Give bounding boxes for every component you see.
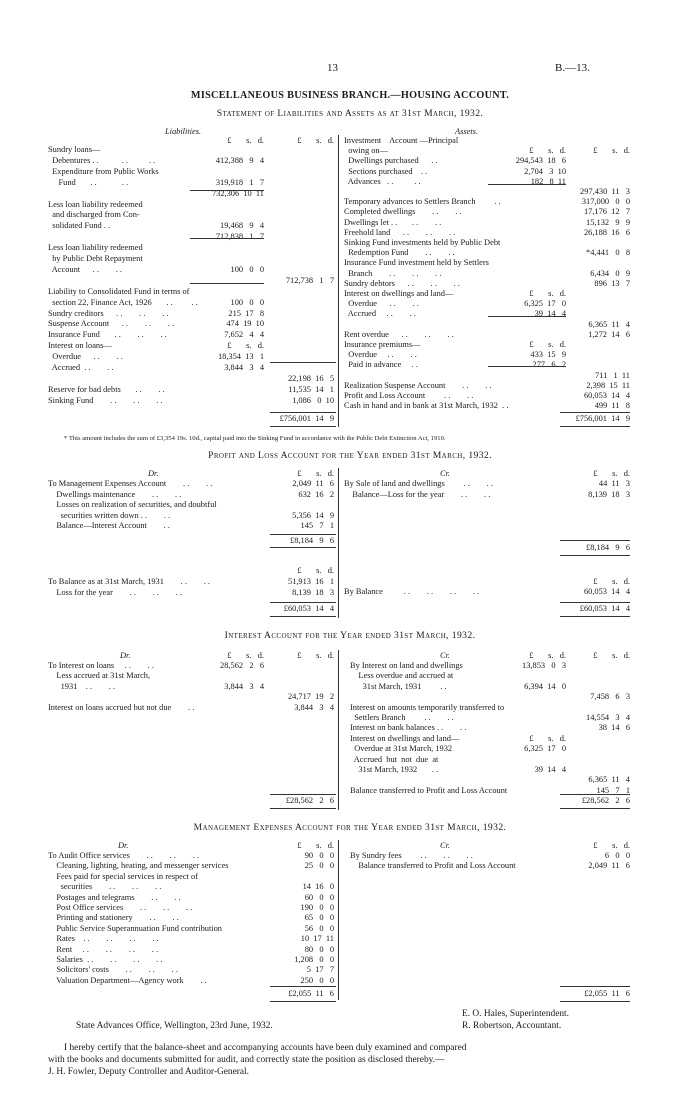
me-rule-4 [560, 1001, 630, 1002]
page-title: MISCELLANEOUS BUSINESS BRANCH.—HOUSING ACCOUNT. [190, 90, 510, 101]
subtotal-rule [488, 184, 566, 185]
entry-label: Overdue . . . . [344, 300, 419, 309]
entry-label: Accrued . . . . [48, 364, 114, 372]
pl-rule-6 [270, 616, 336, 617]
entry-label: Insurance Fund . . . . . . [48, 331, 167, 340]
entry-label: solidated Fund . . [48, 222, 111, 231]
entry-label: Liability to Consolidated Fund in terms of [48, 287, 190, 296]
liabilities-total: £756,001 14 9 [279, 414, 334, 423]
entry-amount: £ s. d. [529, 146, 566, 156]
entry-label: Losses on realization of securities, and doubtful [48, 501, 217, 509]
pl-rule-8 [560, 616, 630, 617]
entry-label: Sundry creditors . . . . . . [48, 309, 169, 318]
entry-amount: 433 15 9 [530, 350, 566, 360]
entry-label: Fees paid for special services in respect of [48, 872, 198, 881]
entry-label: By Balance . . . . . . . . [344, 588, 480, 596]
entry-amount: 6,325 17 0 [524, 299, 566, 309]
entry-label: Investment Account —Principal [344, 137, 459, 145]
entry-label: By Sale of land and dwellings . . . . [344, 480, 493, 488]
liab-total-rule [270, 412, 336, 413]
pl-divider [338, 468, 339, 618]
me-dr: Dr. [118, 841, 129, 850]
entry-total: 7,458 6 3 [590, 692, 630, 702]
entry-amount: 1,208 0 0 [294, 955, 334, 964]
entry-label: Sinking Fund investments held by Public Debt [344, 239, 501, 247]
entry-label: Debentures . . . . . . [48, 156, 156, 165]
entry-amount: 632 16 2 [298, 489, 334, 499]
entry-label: Realization Suspense Account . . . . [344, 381, 492, 390]
entry-amount: 474 19 10 [226, 319, 264, 329]
entry-amount: 14 16 0 [302, 882, 334, 892]
entry-amount: 19,468 9 4 [220, 221, 264, 231]
entry-total: 499 11 8 [594, 401, 630, 411]
entry-label: 1931 . . . . [48, 682, 115, 691]
entry-total: 2,398 15 11 [586, 380, 630, 390]
entry-amount: 2,704 3 10 [524, 166, 566, 176]
entry-label: To Balance as at 31st March, 1931 . . . . [48, 578, 210, 586]
entry-label: 31st March, 1931 . . [350, 682, 447, 691]
ia-dr: Dr. [120, 651, 131, 660]
entry-label: Fund . . . . [48, 178, 129, 187]
subtotal-rule [270, 362, 336, 363]
entry-label: securities written down . . . . [48, 511, 171, 520]
subtotal-rule [190, 190, 264, 191]
entry-label: Balance—Loss for the year . . . . [344, 490, 491, 499]
bs-divider [338, 135, 339, 427]
ia-left-total: £28,562 2 6 [285, 796, 334, 805]
ia-right-total: £28,562 2 6 [581, 796, 630, 805]
entry-amount: 732,306 10 11 [211, 188, 264, 198]
pl-col-head-2: £ s. d. [297, 566, 334, 575]
entry-amount: 6,325 17 0 [524, 744, 566, 754]
entry-total: *4,441 0 8 [586, 248, 630, 258]
me-divider [338, 840, 339, 1000]
entry-label: Accrued . . . . [344, 310, 416, 319]
entry-label: Account . . . . [48, 265, 122, 274]
pl-right-total: £8,184 9 6 [586, 543, 630, 552]
entry-label: Freehold land . . . . . . [344, 228, 456, 237]
entry-amount: 60,053 14 4 [583, 587, 630, 596]
entry-label: and discharged from Con- [48, 211, 140, 220]
entry-label: Rent overdue . . . . . . [344, 330, 454, 339]
entry-label: Accrued but not due at [350, 755, 439, 764]
assets-total-rule-2 [560, 426, 630, 427]
entry-total: 6,365 11 4 [588, 775, 630, 785]
me-left-total: £2,055 11 6 [288, 989, 334, 998]
entry-label: Overdue . . . . [344, 351, 417, 360]
entry-amount: 60 0 0 [304, 892, 334, 902]
entry-label: Interest on loans— [48, 342, 112, 351]
entry-amount: 80 0 0 [304, 944, 334, 954]
liab-col-head: £ s. d. [227, 136, 264, 145]
ia-col-head-2: £ s. d. [297, 651, 334, 660]
ia-cr: Cr. [440, 651, 451, 660]
subtotal-rule [488, 366, 566, 367]
entry-label: To Management Expenses Account . . . . [48, 480, 213, 488]
entry-label: Sinking Fund . . . . . . [48, 396, 163, 405]
liab-col-head-2: £ s. d. [297, 136, 334, 145]
entry-amount: 145 7 1 [300, 521, 334, 530]
entry-amount: 215 17 8 [228, 308, 264, 318]
entry-label: Reserve for bad debts . . . . [48, 385, 165, 394]
subtotal-rule [488, 316, 566, 317]
entry-total: 60,053 14 4 [583, 391, 630, 400]
entry-label: Printing and stationery . . . . [48, 914, 179, 923]
entry-label: Balance transferred to Profit and Loss Account [350, 786, 508, 795]
entry-label: Overdue . . . . [48, 353, 123, 362]
entry-label: by Public Debt Repayment [48, 255, 143, 263]
entry-label: By Sundry fees . . . . . . [350, 852, 473, 860]
me-col-head: £ s. d. [297, 841, 334, 850]
ia-col-head-3: £ s. d. [529, 651, 566, 660]
entry-label: Interest on amounts temporarily transferred to [350, 703, 505, 712]
pl-rule-2 [270, 547, 336, 548]
pl-cr: Cr. [440, 469, 451, 478]
entry-label: Insurance Fund investment held by Settlers [344, 259, 489, 268]
entry-amount: 294,543 18 6 [515, 156, 566, 166]
entry-label: Cash in hand and in bank at 31st March, 1932 . . [344, 402, 509, 411]
ia-rule-4 [560, 808, 630, 809]
entry-label: Post Office services . . . . . . [48, 904, 193, 912]
pl-col-head: £ s. d. [297, 469, 334, 478]
entry-amount: 100 0 0 [230, 264, 264, 274]
signature-accountant: R. Robertson, Accountant. [462, 1021, 562, 1031]
liabilities-heading: Liabilities. [165, 127, 202, 136]
entry-total: 317,000 0 0 [581, 197, 630, 207]
entry-total: 26,188 16 6 [583, 227, 630, 237]
entry-label: Insurance premiums— [344, 341, 421, 349]
document-reference: B.—13. [555, 62, 590, 74]
entry-label: Advances . . . . [344, 177, 421, 186]
entry-label: Dwellings maintenance . . . . [48, 490, 182, 499]
signature-superintendent: E. O. Hales, Superintendent. [462, 1009, 570, 1019]
entry-label: Paid in advance . . [344, 361, 418, 370]
assets-heading: Assets. [455, 127, 479, 136]
pl-col-head-r: £ s. d. [593, 469, 630, 478]
entry-amount: 39 14 4 [534, 765, 566, 774]
footnote: * This amount includes the sum of £3,354 19s. 10d., capital paid into the Sinking Fund in accordance with the Public Debt Extinction Act, 1910. [64, 435, 446, 442]
entry-total: 17,176 12 7 [583, 207, 630, 217]
entry-total: 712,738 1 7 [285, 275, 334, 285]
entry-label: Postages and telegrams . . . . [48, 893, 181, 902]
interest-account-title: Interest Account for the Year ended 31st March, 1932. [224, 630, 476, 641]
entry-amount: £ s. d. [529, 289, 566, 298]
entry-total: 6,434 0 9 [590, 268, 630, 278]
entry-label: Settlers Branch . . . . [350, 714, 454, 722]
entry-amount: 6 0 0 [604, 851, 630, 860]
entry-label: Dwellings let . . . . . . [344, 218, 442, 227]
entry-amount: 39 14 4 [534, 309, 566, 319]
certificate-line-3: J. H. Fowler, Deputy Controller and Auditor-General. [48, 1067, 249, 1077]
entry-label: Public Service Superannuation Fund contribution [48, 924, 222, 933]
entry-amount: 2,049 11 6 [588, 861, 630, 871]
entry-total: 6,365 11 4 [588, 319, 630, 329]
entry-amount: 3,844 3 4 [224, 363, 264, 372]
entry-total: 11,535 14 1 [288, 384, 334, 394]
entry-amount: 190 0 0 [300, 903, 334, 912]
entry-label: Less loan liability redeemed [48, 200, 143, 209]
entry-amount: 319,918 1 7 [215, 177, 264, 187]
entry-amount: £ s. d. [529, 733, 566, 743]
entry-label: Suspense Account . . . . . . [48, 320, 175, 329]
me-rule-2 [270, 1001, 336, 1002]
entry-total: 14,554 3 4 [586, 713, 630, 722]
entry-label: Interest on dwellings and land— [350, 734, 460, 743]
entry-total: 711 1 11 [595, 370, 630, 380]
entry-label: Sundry loans— [48, 146, 101, 154]
ia-col-head: £ s. d. [227, 651, 264, 660]
entry-total: £ s. d. [593, 146, 630, 156]
entry-total: 15,132 9 9 [586, 217, 630, 227]
entry-amount: 6,394 14 0 [524, 681, 566, 691]
ia-col-head-4: £ s. d. [593, 651, 630, 660]
entry-label: Balance—Interest Account . . [48, 522, 170, 530]
entry-amount: 5 17 7 [306, 965, 334, 975]
entry-amount: 182 8 11 [530, 176, 566, 186]
certificate-line-2: with the books and documents submitted for audit, and correctly state the position as disclosed thereby.— [48, 1055, 445, 1065]
entry-label: 31st March, 1932 . . [350, 766, 439, 774]
entry-label: Less overdue and accrued at [350, 672, 454, 681]
entry-total: 145 7 1 [596, 785, 630, 795]
entry-label: By Interest on land and dwellings [350, 662, 463, 670]
liab-total-rule-2 [270, 426, 336, 427]
entry-total: 1,272 14 6 [588, 329, 630, 339]
entry-total: 1,086 0 10 [292, 395, 334, 405]
entry-label: Interest on loans accrued but not due . . [48, 703, 195, 712]
entry-amount: 28,562 2 6 [220, 661, 264, 670]
entry-amount: 100 0 0 [230, 297, 264, 307]
entry-label: securities . . . . . . [48, 883, 162, 892]
me-rule-1 [270, 986, 336, 987]
entry-amount: 13,853 0 3 [522, 661, 566, 670]
entry-amount: 5,356 14 9 [292, 510, 334, 520]
entry-label: Profit and Loss Account . . . . [344, 392, 474, 400]
pl-rule-4 [560, 555, 630, 556]
entry-label: Salaries . . . . . . . . [48, 956, 163, 964]
me-right-total: £2,055 11 6 [584, 989, 630, 998]
entry-amount: 3,844 3 4 [224, 681, 264, 691]
entry-amount: 250 0 0 [300, 975, 334, 985]
entry-amount: 2,049 11 6 [292, 479, 334, 488]
entry-amount: 51,913 16 1 [287, 577, 334, 586]
me-rule-3 [560, 986, 630, 987]
entry-label: Cleaning, lighting, heating, and messenger services [48, 862, 229, 871]
pl-left2-total: £60,053 14 4 [283, 604, 334, 613]
entry-label: Rent . . . . . . . . [48, 945, 159, 954]
entry-amount: 8,139 18 3 [588, 489, 630, 499]
entry-total: 3,844 3 4 [294, 702, 334, 712]
entry-label: Redemption Fund . . . . [344, 249, 455, 258]
pl-right2-total: £60,053 14 4 [579, 604, 630, 613]
entry-label: Sections purchased . . [344, 167, 428, 176]
entry-total: 24,717 19 2 [287, 692, 334, 702]
entry-amount: 56 0 0 [304, 923, 334, 933]
pl-col-head-r2: £ s. d. [593, 577, 630, 586]
entry-label: section 22, Finance Act, 1926 . . . . [48, 298, 198, 307]
entry-label: Less loan liability redeemed [48, 244, 143, 253]
entry-label: Valuation Department—Agency work . . [48, 976, 207, 985]
entry-amount: 7,652 4 4 [224, 330, 264, 340]
entry-label: Expenditure from Public Works [48, 167, 159, 176]
pl-rule-1 [270, 534, 336, 535]
me-cr: Cr. [440, 841, 451, 850]
entry-label: Temporary advances to Settlers Branch . . [344, 198, 501, 207]
me-col-head-r: £ s. d. [593, 841, 630, 850]
entry-amount: 90 0 0 [304, 851, 334, 860]
entry-amount: 8,139 18 3 [292, 587, 334, 597]
entry-label: To Audit Office services . . . . . . [48, 852, 199, 860]
entry-label: To Interest on loans . . . . [48, 662, 154, 670]
entry-label: Balance transferred to Profit and Loss Account [350, 862, 516, 871]
entry-label: Rates . . . . . . . . [48, 935, 159, 944]
entry-amount: 25 0 0 [304, 861, 334, 871]
assets-total-rule [560, 412, 630, 413]
entry-total: 22,198 16 5 [287, 373, 334, 383]
entry-label: Interest on bank balances . . . . [350, 724, 467, 733]
subtotal-rule [190, 283, 264, 284]
page-number: 13 [327, 62, 338, 74]
entry-total: 896 13 7 [594, 278, 630, 288]
pl-dr: Dr. [148, 469, 159, 478]
entry-label: Completed dwellings . . . . [344, 208, 462, 217]
entry-amount: 412,388 9 4 [215, 155, 264, 165]
entry-amount: £ s. d. [529, 340, 566, 349]
profit-loss-title: Profit and Loss Account for the Year ended 31st March, 1932. [208, 450, 492, 461]
entry-total: 38 14 6 [598, 723, 630, 733]
entry-label: Loss for the year . . . . . . [48, 588, 182, 597]
entry-amount: 18,354 13 1 [217, 352, 264, 362]
ia-rule-3 [560, 794, 630, 795]
pl-left-total: £8,184 9 6 [290, 536, 334, 545]
entry-label: Dwellings purchased . . [344, 157, 438, 166]
entry-amount: 277 6 2 [532, 360, 566, 370]
assets-total: £756,001 14 9 [575, 414, 630, 423]
entry-amount: 65 0 0 [304, 913, 334, 923]
entry-label: Solicitors' costs . . . . . . [48, 966, 178, 975]
ia-rule-2 [270, 808, 336, 809]
pl-rule-7 [560, 602, 630, 603]
entry-amount: 44 11 3 [598, 479, 630, 488]
entry-label: Interest on dwellings and land— [344, 290, 454, 298]
office-date: State Advances Office, Wellington, 23rd June, 1932. [76, 1021, 273, 1031]
management-expenses-title: Management Expenses Account for the Year ended 31st March, 1932. [193, 822, 507, 833]
certificate-line-1: I hereby certify that the balance-sheet and accompanying accounts have been duly examined and compared [64, 1043, 467, 1053]
entry-label: owing on— [344, 147, 388, 156]
pl-rule-3 [560, 540, 630, 541]
entry-total: 297,430 11 3 [580, 187, 630, 196]
ia-divider [338, 650, 339, 810]
entry-amount: £ s. d. [227, 341, 264, 351]
ia-rule-1 [270, 794, 336, 795]
entry-amount: 10 17 11 [300, 934, 334, 944]
entry-label: Less accrued at 31st March, [48, 672, 151, 681]
entry-amount: 712,838 1 7 [215, 232, 264, 242]
subtotal-rule [190, 238, 264, 239]
balance-sheet-title: Statement of Liabilities and Assets as at 31st March, 1932. [216, 108, 484, 119]
entry-label: Branch . . . . . . [344, 269, 442, 278]
pl-rule-5 [270, 602, 336, 603]
entry-label: Sundry debtors . . . . . . [344, 279, 460, 288]
entry-label: Overdue at 31st March, 1932 [350, 745, 453, 754]
